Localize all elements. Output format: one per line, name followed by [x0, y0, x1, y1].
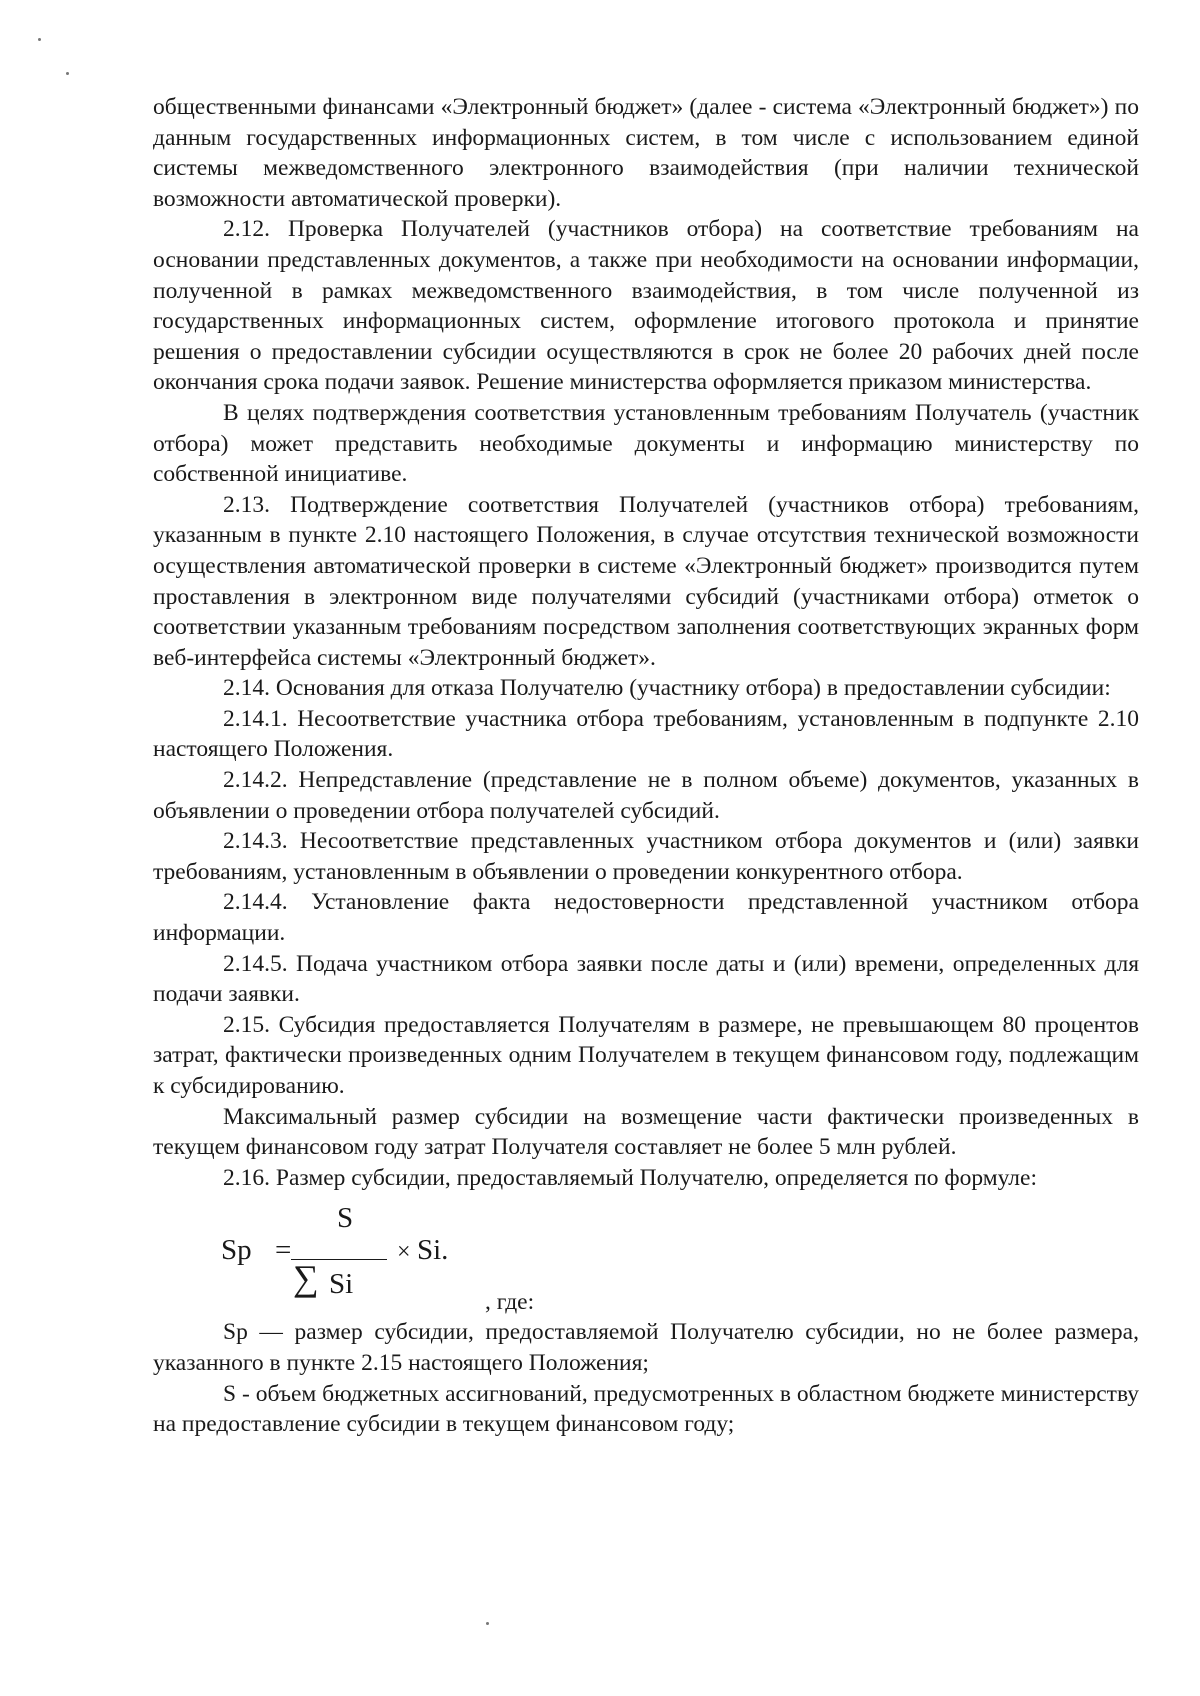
paragraph: Максимальный размер субсидии на возмещение части фактически произведенных в текущем финансовом году затрат Получателя составляет не более 5 млн рублей.: [153, 1103, 1139, 1161]
formula-equals: =: [275, 1234, 292, 1267]
scan-speck: [66, 72, 69, 75]
clause-2-15: 2.15. Субсидия предоставляется Получателям в размере, не превышающем 80 процентов затрат, фактически произведенных одним Получателем в текущем финансовом году, подлежащим к субсидированию.: [153, 1011, 1139, 1099]
formula-lhs: Sp: [221, 1234, 252, 1267]
clause-2-14: 2.14. Основания для отказа Получателю (участнику отбора) в предоставлении субсидии:: [223, 675, 1111, 702]
definition-s: S - объем бюджетных ассигнований, предусмотренных в областном бюджете министерству на предоставление субсидии в текущем финансовом году;: [153, 1380, 1139, 1438]
formula-denominator: Si: [329, 1268, 354, 1301]
clause-2-14-1: 2.14.1. Несоответствие участника отбора требованиям, установленным в подпункте 2.10 настоящего Положения.: [153, 705, 1139, 763]
document-body: [153, 92, 1139, 1440]
definition-sp: Sp — размер субсидии, предоставляемой Получателю субсидии, но не более размера, указанного в пункте 2.15 настоящего Положения;: [153, 1319, 1139, 1376]
clause-2-12: 2.12. Проверка Получателей (участников отбора) на соответствие требованиям на основании представленных документов, а также при необходимости на основании информации, полученной в рамках межведомственного взаимодействия, в том числе полученной из государственных информационных систем, оформление итогового протокола и принятие решения о предоставлении субсидии осуществляются в срок не более 20 рабочих дней после окончания срока подачи заявок. Решение министерства оформляется приказом министерства.: [153, 216, 1139, 396]
clause-2-14-5: 2.14.5. Подача участником отбора заявки после даты и (или) времени, определенных для подачи заявки.: [153, 950, 1139, 1008]
clause-2-14-2: 2.14.2. Непредставление (представление не в полном объеме) документов, указанных в объявлении о проведении отбора получателей субсидий.: [153, 767, 1139, 824]
formula-numerator: S: [337, 1202, 354, 1235]
clause-2-14-3: 2.14.3. Несоответствие представленных участником отбора документов и (или) заявки требованиям, установленным в объявлении о проведении конкурентного отбора.: [153, 828, 1139, 885]
sigma-symbol: ∑: [293, 1258, 319, 1299]
clause-2-14-4: 2.14.4. Установление факта недостоверности представленной участником отбора информации.: [153, 889, 1139, 947]
clause-2-16: 2.16. Размер субсидии, предоставляемый Получателю, определяется по формуле:: [223, 1164, 1037, 1191]
multiply-sign: ×: [397, 1239, 411, 1266]
scan-speck: [38, 38, 41, 41]
clause-2-13: 2.13. Подтверждение соответствия Получателей (участников отбора) требованиям, указанным в пункте 2.10 настоящего Положения, в случае отсутствия технической возможности осуществления автоматической проверки в системе «Электронный бюджет» производится путем проставления в электронном виде получателями субсидий (участниками отбора) отметок о соответствии указанным требованиям посредством заполнения соответствующих экранных форм веб-интерфейса системы «Электронный бюджет».: [153, 491, 1139, 671]
formula-multiplier: Si.: [417, 1234, 449, 1267]
paragraph: В целях подтверждения соответствия установленным требованиям Получатель (участник отбора) может представить необходимые документы и информацию министерству по собственной инициативе.: [153, 399, 1139, 488]
scan-speck: [486, 1622, 489, 1625]
subsidy-formula: [221, 1193, 1139, 1317]
formula-suffix: , где:: [485, 1289, 535, 1316]
paragraph: общественными финансами «Электронный бюджет» (далее - система «Электронный бюджет») по данным государственных информационных систем, в том числе с использованием единой системы межведомственного электронного взаимодействия (при наличии технической возможности автоматической проверки).: [153, 94, 1139, 212]
